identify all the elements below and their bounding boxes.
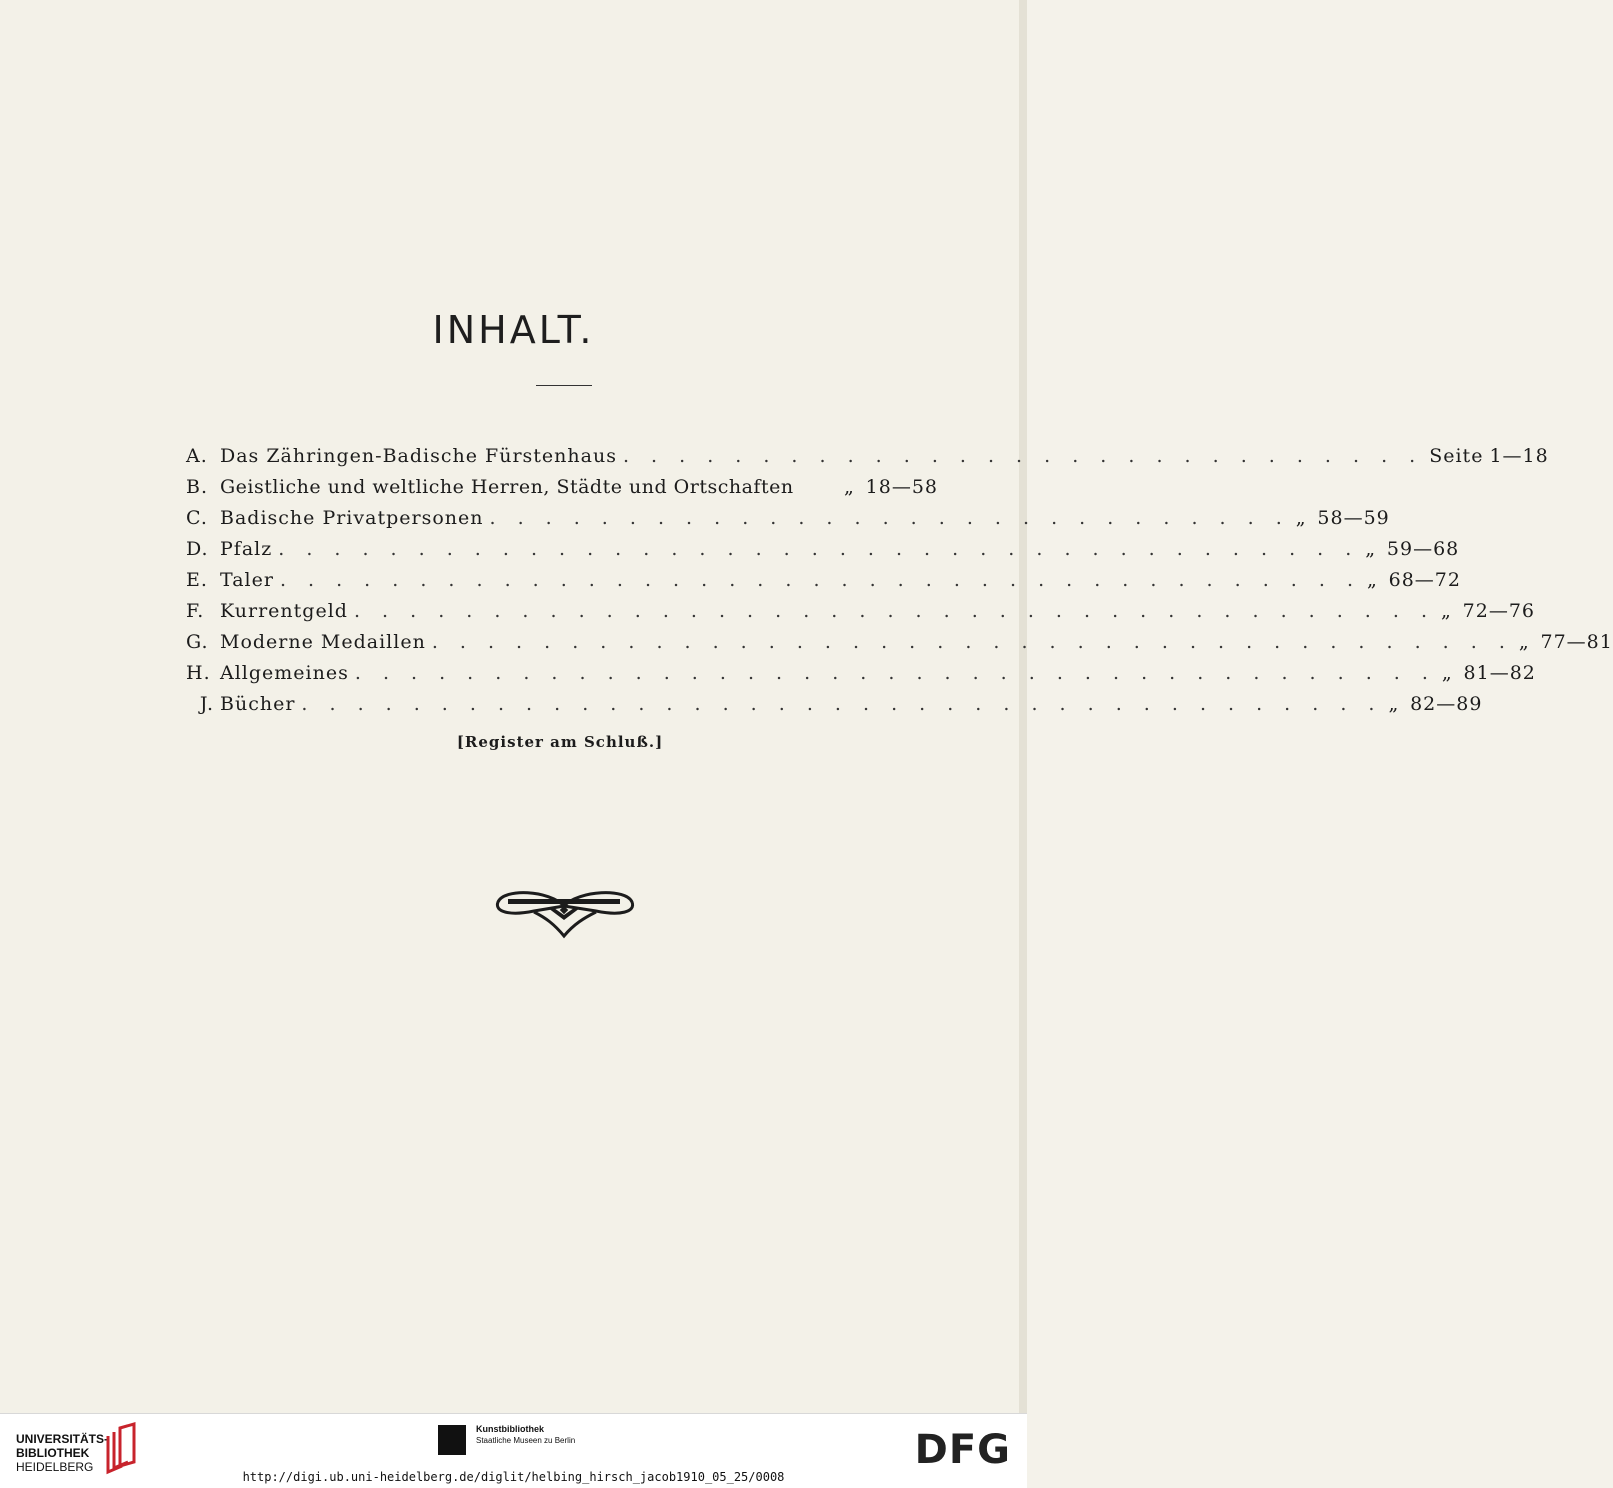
toc-letter: A. [186,445,208,467]
register-note: [Register am Schluß.] [456,733,664,751]
library-name-line: HEIDELBERG [16,1460,94,1474]
toc-label: Bücher [220,693,296,715]
toc-prefix: „ [1366,569,1378,591]
toc-label: Badische Privatpersonen [220,507,484,529]
toc-leader: . . . . . . . . . . . . . . . . . . . . . . . . . . . . . . . . . . . . . . . [431,631,1513,653]
kunstbibliothek-icon [438,1425,466,1455]
toc-prefix: „ [844,476,855,498]
toc-row [186,660,1536,691]
toc-leader: . . . . . . . . . . . . . . . . . . . . . . . . . . . . . [489,507,1290,529]
ornament-vignette-icon [494,884,636,940]
toc-row [186,598,1535,629]
toc-pages: 1—18 [1489,445,1549,467]
library-name-line: UNIVERSITÄTS- [16,1432,109,1446]
toc-leader: . . . . . . . . . . . . . . . . . . . . . . . . . . . . . . . . . . . . . . . [279,569,1361,591]
toc-letter: G. [186,631,209,653]
toc-letter: E. [186,569,208,591]
toc-row [186,536,1460,567]
toc-letter: J. [199,693,214,715]
toc-letter: D. [186,538,209,560]
toc-label: Das Zähringen-Badische Fürstenhaus [220,445,617,467]
toc-leader: . . . . . . . . . . . . . . . . . . . . . . . . . . . . . . . . . . . . . . . [301,693,1383,715]
toc-label: Pfalz [220,538,273,560]
dfg-logo[interactable]: DFG [914,1427,1011,1473]
toc-row [186,629,1613,660]
viewer-footer [0,1413,1027,1488]
toc-row [186,505,1390,536]
toc-leader: . . . . . . . . . . . . . . . . . . . . . . . . . . . . . . . . . . . . . . . [353,600,1435,622]
toc-prefix: „ [1295,507,1307,529]
toc-pages: 82—89 [1410,693,1483,715]
toc-row [186,567,1461,598]
toc-label: Moderne Medaillen [220,631,426,653]
toc-pages: 72—76 [1462,600,1535,622]
toc-pages: 68—72 [1388,569,1461,591]
toc-prefix: Seite [1429,445,1484,467]
toc-label: Geistliche und weltliche Herren, Städte und Ortschaften [220,476,794,498]
toc-pages: 58—59 [1317,507,1390,529]
toc-label: Taler [220,569,274,591]
toc-pages: 81—82 [1463,662,1536,684]
toc-pages: 77—81 [1540,631,1613,653]
toc-label: Allgemeines [220,662,349,684]
toc-leader: . . . . . . . . . . . . . . . . . . . . . . . . . . . . . [622,445,1424,467]
page-url[interactable]: http://digi.ub.uni-heidelberg.de/diglit/helbing_hirsch_jacob1910_05_25/0008 [242,1470,785,1484]
toc-pages: 59—68 [1386,538,1460,560]
library-book-icon [104,1422,142,1474]
toc-letter: H. [186,662,211,684]
toc-row [186,474,938,505]
title-rule [536,385,592,386]
toc-prefix: „ [1441,662,1453,684]
toc-leader: . . . . . . . . . . . . . . . . . . . . . . . . . . . . . . . . . . . . . . . [278,538,1360,560]
toc-letter: F. [186,600,205,622]
toc-row [186,691,1483,722]
kunst-sub: Staatliche Museen zu Berlin [476,1436,576,1445]
toc-leader [800,474,838,505]
toc-prefix: „ [1518,631,1530,653]
toc-label: Kurrentgeld [220,600,348,622]
kunst-name: Kunstbibliothek [476,1424,544,1434]
toc-letter: B. [186,476,209,498]
toc-pages: 18—58 [865,476,938,498]
toc-prefix: „ [1388,693,1400,715]
university-library-logo[interactable] [16,1432,108,1474]
kunstbibliothek-logo[interactable] [476,1424,575,1446]
toc-prefix: „ [1441,600,1452,622]
library-name-line: BIBLIOTHEK [16,1446,90,1460]
toc-row [186,443,1549,474]
toc-prefix: „ [1365,538,1377,560]
toc-leader: . . . . . . . . . . . . . . . . . . . . . . . . . . . . . . . . . . . . . . . [354,662,1436,684]
page-title: INHALT. [432,308,595,352]
toc-letter: C. [186,507,208,529]
table-of-contents [186,443,1613,722]
